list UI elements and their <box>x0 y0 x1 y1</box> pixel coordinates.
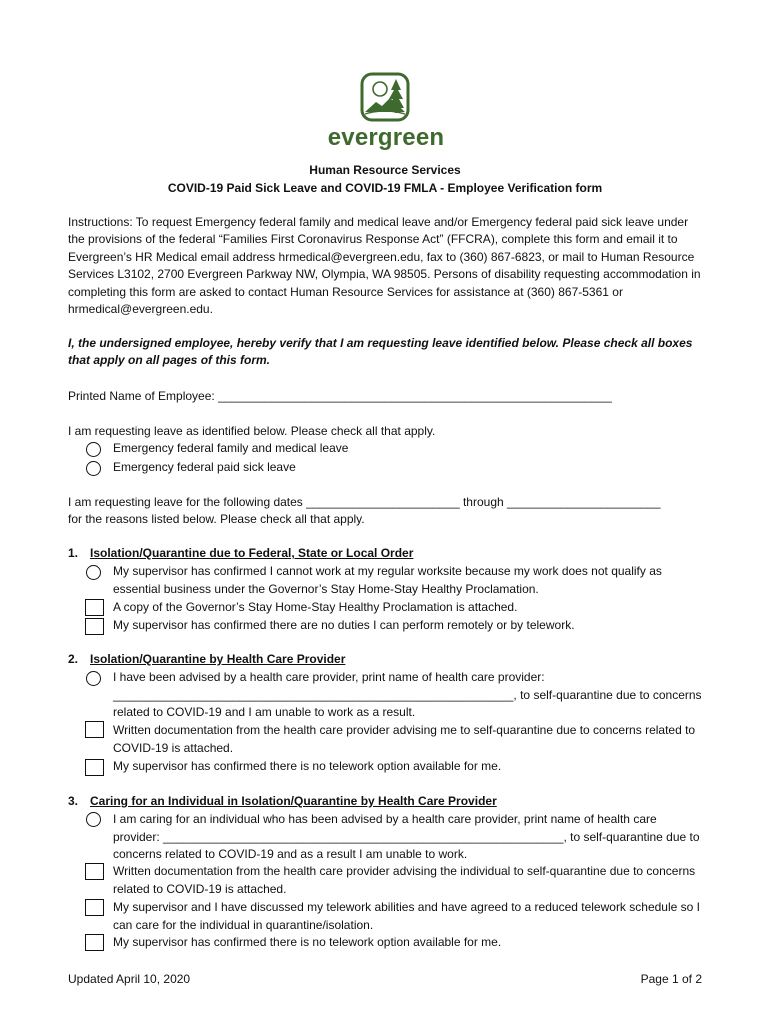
s3-item4-checkbox[interactable] <box>85 934 104 951</box>
section-title: Isolation/Quarantine due to Federal, State or Local Order <box>90 546 414 560</box>
paid-sick-leave-label: Emergency federal paid sick leave <box>113 460 296 474</box>
instructions <box>68 214 708 318</box>
s2-item1-text: I have been advised by a health care provider, print name of health care provider: ____________________________________________________________, to self-quarantine due to concerns related to COVID-19 and I am unable to work as a result. <box>113 670 702 720</box>
s1-item3-text: My supervisor has confirmed there are no duties I can perform remotely or by telework. <box>113 618 575 632</box>
fmla-leave-label: Emergency federal family and medical leave <box>113 441 349 455</box>
evergreen-logo <box>324 72 448 158</box>
s2-item3-checkbox[interactable] <box>85 759 104 776</box>
section-1-heading <box>68 546 413 560</box>
leave-type-prompt: I am requesting leave as identified below. Please check all that apply. <box>68 424 436 438</box>
updated-date: Updated April 10, 2020 <box>68 972 191 986</box>
s3-item2-text: Written documentation from the health care provider advising the individual to self-quarantine due to concerns related to COVID-19 is attached. <box>113 864 696 896</box>
printed-name-field[interactable]: Printed Name of Employee: ___________________________________________________________ <box>68 389 612 403</box>
s3-item1-text: I am caring for an individual who has been advised by a health care provider, print name of health care provider: ____________________________________________________________, to self-quarantine due to concerns related to COVID-19 and as a result I am unable to work. <box>113 812 700 862</box>
tree-mountain-logo-icon <box>360 72 410 122</box>
section-title: Isolation/Quarantine by Health Care Provider <box>90 652 346 666</box>
fmla-leave-radio[interactable] <box>86 442 101 457</box>
s1-item1-text: My supervisor has confirmed I cannot work at my regular worksite because my work does not qualify as essential business under the Governor’s Stay Home-Stay Healthy Proclamation. <box>113 564 662 596</box>
section-number: 2. <box>68 652 79 666</box>
s2-item1-radio[interactable] <box>86 671 101 686</box>
section-2-heading <box>68 652 345 666</box>
s3-item3-checkbox[interactable] <box>85 899 104 916</box>
s2-item3-text: My supervisor has confirmed there is no telework option available for me. <box>113 759 502 773</box>
section-number: 3. <box>68 794 79 808</box>
s1-item2-text: A copy of the Governor’s Stay Home-Stay Healthy Proclamation is attached. <box>113 600 518 614</box>
s3-item3-text: My supervisor and I have discussed my telework abilities and have agreed to a reduced telework schedule so I can care for the individual in quarantine/isolation. <box>113 900 700 932</box>
s1-item1-radio[interactable] <box>86 565 101 580</box>
department-title: Human Resource Services <box>309 163 461 177</box>
s3-item2-checkbox[interactable] <box>85 863 104 880</box>
logo-wordmark: evergreen <box>327 124 445 151</box>
section-number: 1. <box>68 546 79 560</box>
s3-item1-radio[interactable] <box>86 812 101 827</box>
section-3-heading <box>68 794 497 808</box>
page-number: Page 1 of 2 <box>640 972 702 986</box>
s1-item3-checkbox[interactable] <box>85 618 104 635</box>
s2-item2-text: Written documentation from the health care provider advising me to self-quarantine due to concerns related to COVID-19 is attached. <box>113 723 696 755</box>
leave-dates-note: for the reasons listed below. Please check all that apply. <box>68 512 365 526</box>
s2-item2-checkbox[interactable] <box>85 721 104 738</box>
form-title: COVID-19 Paid Sick Leave and COVID-19 FMLA - Employee Verification form <box>167 181 603 195</box>
section-title: Caring for an Individual in Isolation/Quarantine by Health Care Provider <box>90 794 497 808</box>
instructions-text: : To request Emergency federal family and medical leave and/or Emergency federal paid sick leave under the provisions of the federal “Families First Coronavirus Response Act” (FFCRA), complete this form and email it to Evergreen’s HR Medical email address hrmedical@evergreen.edu, fax to (360) 867-6823, or mail to Human Resource Services L3102, 2700 Evergreen Parkway NW, Olympia, WA 98505. Persons of disability requesting accommodation in completing this form are asked to contact Human Resource Services for assistance at (360) 867-5361 or hrmedical@evergreen.edu. <box>68 215 701 317</box>
s1-item2-checkbox[interactable] <box>85 599 104 616</box>
verification-statement: I, the undersigned employee, hereby verify that I am requesting leave identified below. Please check all boxes that apply on all pages of this form. <box>68 336 693 368</box>
instructions-label: Instructions <box>68 215 130 229</box>
paid-sick-leave-radio[interactable] <box>86 461 101 476</box>
leave-dates-field[interactable]: I am requesting leave for the following dates _______________________ through _______________________ <box>68 495 661 509</box>
s3-item4-text: My supervisor has confirmed there is no telework option available for me. <box>113 935 502 949</box>
